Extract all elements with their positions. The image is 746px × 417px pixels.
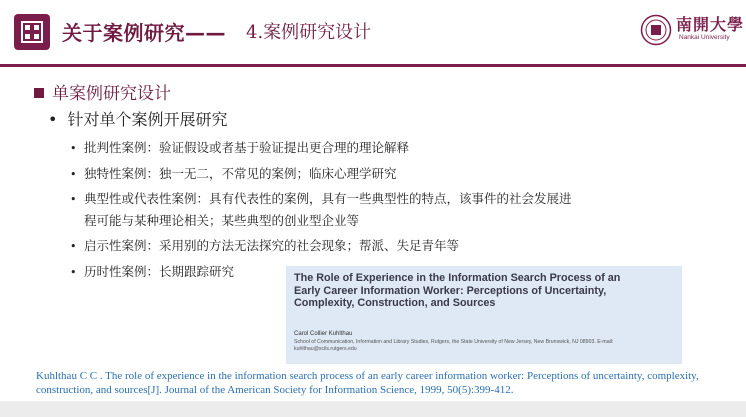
- grid-icon: [14, 14, 50, 50]
- heading-level2: [48, 107, 227, 130]
- bullet-text: 启示性案例：采用别的方法无法探究的社会现象；帮派、失足青年等: [84, 238, 460, 253]
- bullet-dot-icon: •: [70, 266, 77, 279]
- paper-affiliation: School of Communication, Information and Library Studies, Rutgers, the State University of New Jersey, New Brunswick, NJ 08903. E-mail: kuhlthau@scils.rutgers.edu: [294, 339, 614, 352]
- bullet-dot-icon: •: [70, 193, 77, 206]
- bullet-text: 独特性案例：独一无二，不常见的案例；临床心理学研究: [84, 166, 397, 181]
- paper-author: Carol Collier Kuhlthau: [294, 331, 353, 337]
- slide-footer: [0, 401, 746, 417]
- bullet-item: [70, 137, 409, 159]
- bullet-item: [70, 163, 397, 185]
- slide-body: [0, 67, 746, 401]
- paper-snapshot: [286, 266, 682, 364]
- paper-title: The Role of Experience in the Information Search Process of an Early Career Information Worker: Perceptions of Uncertainty, Complexity, Construction, and Sources: [294, 272, 621, 309]
- heading-level1-text: 单案例研究设计: [52, 84, 171, 104]
- round-bullet-icon: •: [48, 110, 58, 129]
- bullet-item: [70, 235, 459, 257]
- bullet-text: 批判性案例：验证假设或者基于验证提出更合理的理论解释: [84, 140, 410, 155]
- slide-header: [0, 0, 746, 64]
- slide-title: 关于案例研究——: [62, 21, 226, 45]
- bullet-item: [70, 188, 730, 231]
- heading-level1: [34, 79, 171, 104]
- square-bullet-icon: [34, 88, 44, 98]
- bullet-text-line2: 程可能与某种理论相关；某些典型的创业型企业等: [84, 213, 360, 228]
- bullet-dot-icon: •: [70, 240, 77, 253]
- slide-subtitle: 4.案例研究设计: [246, 22, 372, 43]
- nankai-seal-icon: [640, 14, 672, 46]
- bullet-text-line1: 典型性或代表性案例：具有代表性的案例，具有一些典型性的特点，该事件的社会发展进: [84, 191, 572, 206]
- bullet-dot-icon: •: [70, 142, 77, 155]
- bullet-item: [70, 261, 234, 283]
- reference-citation: Kuhlthau C C . The role of experience in the information search process of an early career information worker: Perceptions of uncertainty, complexity, construction, and sources[J]. Journal of the American Society for Information Science, 1999, 50(5):399-412.: [36, 370, 699, 396]
- bullet-dot-icon: •: [70, 168, 77, 181]
- university-name-en: Nankai University: [679, 34, 730, 41]
- university-name-cn: 南開大學: [676, 15, 745, 34]
- heading-level2-text: 针对单个案例开展研究: [67, 110, 228, 129]
- bullet-text: 历时性案例：长期跟踪研究: [84, 264, 235, 279]
